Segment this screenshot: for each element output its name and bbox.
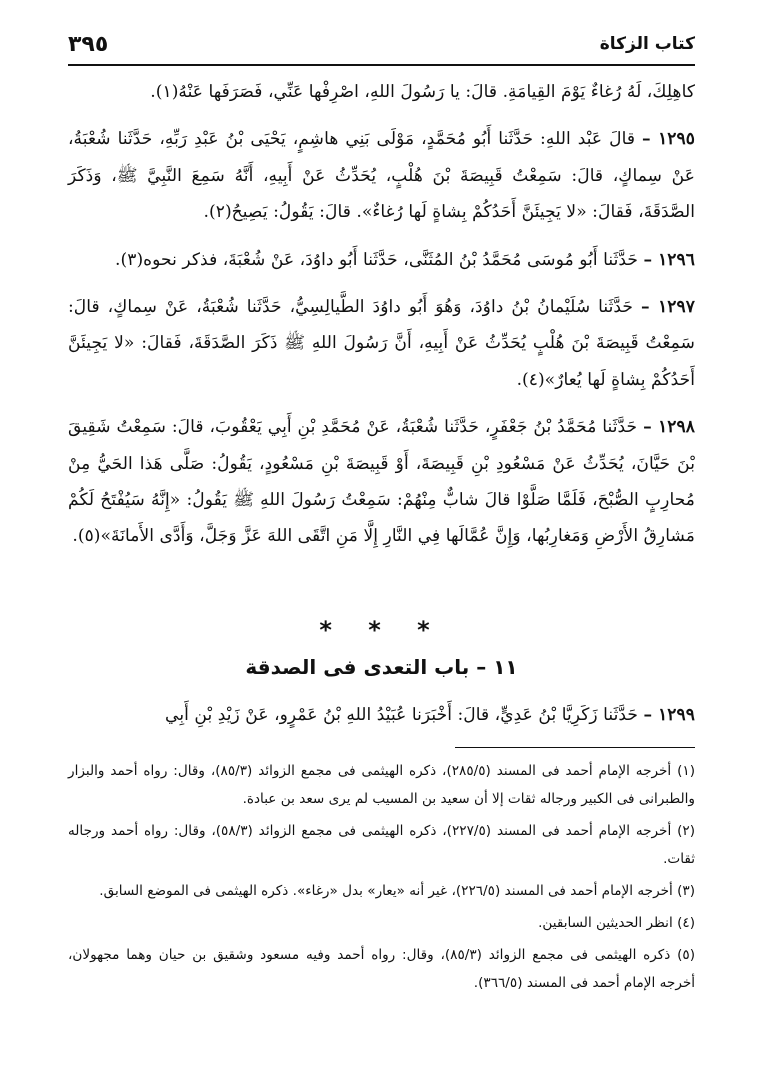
footnotes xyxy=(68,757,695,997)
section-separator: * * * xyxy=(319,616,444,644)
hadith-1298 xyxy=(68,409,695,555)
hadith-text: كاهِلِكَ، لَهُ رُغاءٌ يَوْمَ القِيامَةِ. قالَ: يا رَسُولَ اللهِ، اصْرِفْها عَنِّي، فَصَرَفَها عَنْهُ(١). xyxy=(150,82,695,102)
hadith-continuation xyxy=(68,74,695,110)
footnote: (٥) ذكره الهيثمى فى مجمع الزوائد (٨٥/٣)، وقال: رواه أحمد وفيه مسعود وشقيق بن حيان وهما مجهولان، أخرجه الإمام أحمد فى المسند (٣٦٦/٥). xyxy=(68,947,695,991)
footnote: (٣) أخرجه الإمام أحمد فى المسند (٢٢٦/٥)، غير أنه «يعار» بدل «رغاء». ذكره الهيثمى فى الموضع السابق. xyxy=(99,883,695,899)
hadith-text: حَدَّثَنا زَكَرِيَّا بْنُ عَدِيٍّ، قالَ: أَخْبَرَنا عُبَيْدُ اللهِ بْنُ عَمْرٍو، عَنْ زَيْدِ بْنِ أَبِي xyxy=(165,705,639,725)
hadith-number: ١٢٩٥ – xyxy=(642,129,696,150)
page-number: ٣٩٥ xyxy=(68,32,109,57)
hadith-1297 xyxy=(68,289,695,398)
hadith-number: ١٢٩٦ – xyxy=(643,249,695,270)
hadith-number: ١٢٩٨ – xyxy=(643,417,695,438)
footnote: (٤) انظر الحديثين السابقين. xyxy=(538,915,695,931)
hadith-number: ١٢٩٩ – xyxy=(643,705,695,725)
hadith-1299 xyxy=(68,697,695,733)
footnote: (١) أخرجه الإمام أحمد فى المسند (٢٨٥/٥)، ذكره الهيثمى فى مجمع الزوائد (٨٥/٣)، وقال: رواه أحمد والبزار والطبرانى فى الكبير ورجاله ثقات إلا أن سعيد بن المسيب لم يرى سعد بن عبادة. xyxy=(68,763,696,807)
hadith-1295 xyxy=(68,121,695,230)
hadith-text: قالَ عَبْد اللهِ: حَدَّثَنا أَبُو مُحَمَّدٍ، مَوْلَى بَنِي هاشِمٍ، يَحْيَى بْنُ عَبْدِ رَبِّهِ، حَدَّثَنا شُعْبَةُ، عَنْ سِماكٍ، قالَ: سَمِعْتُ قَبِيصَةَ بْنَ هُلْبٍ، يُحَدِّثُ عَنْ أَبِيهِ، أَنَّهُ سَمِعَ النَّبِيَّ ﷺ، وَذَكَرَ الصَّدَقَةَ، فَقالَ: «لا يَجِيئَنَّ أَحَدُكُمْ بِشاةٍ لَها رُغاءٌ». قالَ: يَقُولُ: يَصِيحُ(٢). xyxy=(68,129,695,223)
hadith-1296 xyxy=(68,242,695,278)
chapter-heading: ١١ – باب التعدى فى الصدقة xyxy=(245,655,518,679)
hadith-number: ١٢٩٧ – xyxy=(641,297,696,318)
page-header xyxy=(68,30,695,66)
main-text-continued xyxy=(68,697,695,733)
footnote-divider xyxy=(455,747,695,748)
hadith-text: حَدَّثَنا أَبُو مُوسَى مُحَمَّدُ بْنُ المُثَنَّى، حَدَّثَنا أَبُو داوُدَ، عَنْ شُعْبَةَ، فذكر نحوه(٣). xyxy=(115,249,639,270)
main-text xyxy=(68,74,695,555)
hadith-text: حَدَّثَنا مُحَمَّدُ بْنُ جَعْفَرٍ، حَدَّثَنا شُعْبَةُ، عَنْ مُحَمَّدِ بْنِ أَبِي يَعْقُوبَ، قالَ: سَمِعْتُ شَقِيقَ بْنَ حَيَّانَ، يُحَدِّثُ عَنْ مَسْعُودِ بْنِ قَبِيصَةَ، أَوْ قَبِيصَةَ بْنِ مَسْعُودٍ، يَقُولُ: صَلَّى هَذا الحَيُّ مِنْ مُحارِبٍ الصُّبْحَ، فَلَمَّا صَلَّوْا قالَ شابٌّ مِنْهُمْ: سَمِعْتُ رَسُولَ اللهِ ﷺ يَقُولُ: «إِنَّهُ سَيُفْتَحُ لَكُمْ مَشارِقُ الأَرْضِ وَمَغارِبُها، وَإِنَّ عُمَّالَها فِي النَّارِ إِلَّا مَنِ اتَّقَى اللهَ عَزَّ وَجَلَّ، وَأَدَّى الأَمانَةَ»(٥). xyxy=(68,417,695,547)
hadith-text: حَدَّثَنا سُلَيْمانُ بْنُ داوُدَ، وَهُوَ أَبُو داوُدَ الطَّيالِسِيُّ، حَدَّثَنا شُعْبَةُ، عَنْ سِماكٍ، قالَ: سَمِعْتُ قَبِيصَةَ بْنَ هُلْبٍ يُحَدِّثُ عَنْ أَبِيهِ، أَنَّ رَسُولَ اللهِ ﷺ ذَكَرَ الصَّدَقَةَ، فَقالَ: «لا يَجِيئَنَّ أَحَدُكُمْ بِشاةٍ لَها يُعارٌ»(٤). xyxy=(68,297,695,390)
footnote: (٢) أخرجه الإمام أحمد فى المسند (٢٢٧/٥)، ذكره الهيثمى فى مجمع الزوائد (٥٨/٣)، وقال: رواه أحمد ورجاله ثقات. xyxy=(68,823,695,867)
book-title: كتاب الزكاة xyxy=(599,34,695,54)
